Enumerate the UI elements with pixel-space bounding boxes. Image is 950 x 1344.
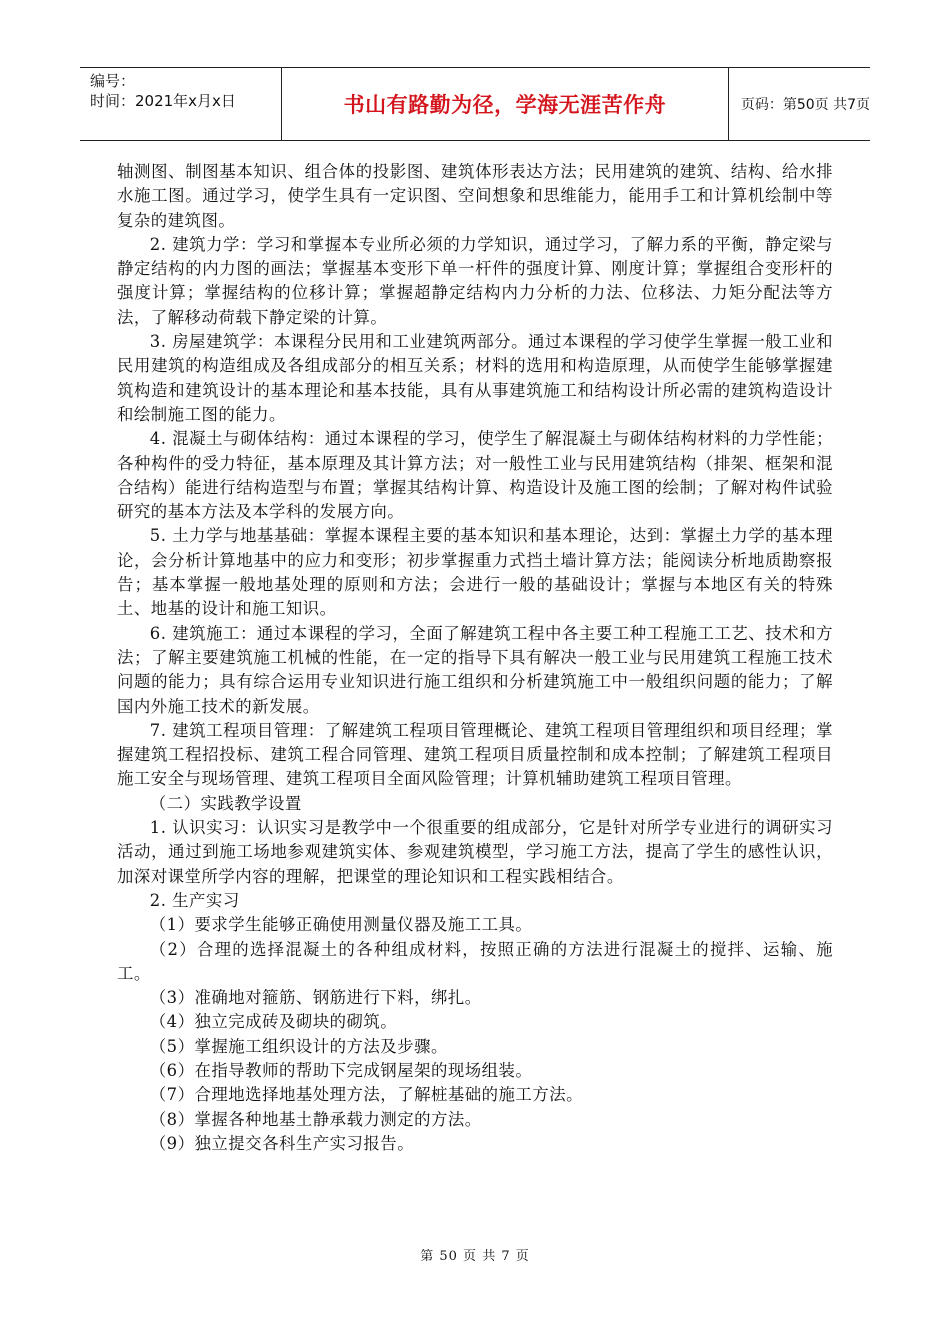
section-heading: （二）实践教学设置 [149,793,302,813]
list-item: （4）独立完成砖及砌块的砌筑。 [149,1012,398,1032]
header-motto: 书山有路勤为径，学海无涯苦作舟 [281,68,729,140]
paragraph: 7. 建筑工程项目管理：了解建筑工程项目管理概论、建筑工程项目管理组织和项目经理；掌握建筑工程招投标、建筑工程合同管理、建筑工程项目质量控制和成本控制；了解建筑工程项目施工安全与现场管理、建筑工程项目全面风险管理；计算机辅助建筑工程项目管理。 [117,720,833,789]
list-item: （6）在指导教师的帮助下完成钢屋架的现场组装。 [149,1060,533,1080]
list-item: （5）掌握施工组织设计的方法及步骤。 [149,1036,448,1056]
paragraph: 5. 土力学与地基基础：掌握本课程主要的基本知识和基本理论，达到：掌握土力学的基本理论，会分析计算地基中的应力和变形；初步掌握重力式挡土墙计算方法；能阅读分析地质勘察报告；基本掌握一般地基处理的原则和方法；会进行一般的基础设计；掌握与本地区有关的特殊土、地基的设计和施工知识。 [117,526,833,619]
list-item: （8）掌握各种地基土静承载力测定的方法。 [149,1109,482,1129]
document-body [117,160,833,1156]
page-footer: 第 50 页 共 7 页 [420,1249,530,1264]
document-date: 时间：2021年x月x日 [90,92,236,110]
document-number-label: 编号： [90,72,136,90]
paragraph: 1. 认识实习：认识实习是教学中一个很重要的组成部分，它是针对所学专业进行的调研实习活动，通过到施工场地参观建筑实体、参观建筑模型，学习施工方法，提高了学生的感性认识，加深对课堂所学内容的理解，把课堂的理论知识和工程实践相结合。 [117,818,833,886]
paragraph: 4. 混凝土与砌体结构：通过本课程的学习，使学生了解混凝土与砌体结构材料的力学性能；各种构件的受力特征，基本原理及其计算方法；对一般性工业与民用建筑结构（排架、框架和混合结构）能进行结构造型与布置；掌握其结构计算、构造设计及施工图的绘制；了解对构件试验研究的基本方法及本学科的发展方向。 [117,429,833,522]
page-header [80,67,870,141]
paragraph: 2. 建筑力学：学习和掌握本专业所必须的力学知识，通过学习，了解力系的平衡，静定梁与静定结构的内力图的画法；掌握基本变形下单一杆件的强度计算、刚度计算；掌握组合变形杆的强度计算；掌握结构的位移计算；掌握超静定结构内力分析的力法、位移法、力矩分配法等方法，了解移动荷载下静定梁的计算。 [117,234,833,327]
list-item: （9）独立提交各科生产实习报告。 [149,1133,415,1153]
list-item: （2）合理的选择混凝土的各种组成材料，按照正确的方法进行混凝土的搅拌、运输、施工。 [117,939,833,983]
list-item: （7）合理地选择地基处理方法，了解桩基础的施工方法。 [149,1085,583,1105]
paragraph: 6. 建筑施工：通过本课程的学习，全面了解建筑工程中各主要工种工程施工工艺、技术和方法；了解主要建筑施工机械的性能，在一定的指导下具有解决一般工业与民用建筑工程施工技术问题的能力；具有综合运用专业知识进行施工组织和分析建筑施工中一般组织问题的能力；了解国内外施工技术的新发展。 [117,623,833,716]
header-meta [80,68,281,140]
paragraph: 3. 房屋建筑学：本课程分民用和工业建筑两部分。通过本课程的学习使学生掌握一般工业和民用建筑的构造组成及各组成部分的相互关系；材料的选用和构造原理，从而使学生能够掌握建筑构造和建筑设计的基本理论和基本技能，具有从事建筑施工和结构设计所必需的建筑构造设计和绘制施工图的能力。 [117,332,833,424]
paragraph: 轴测图、制图基本知识、组合体的投影图、建筑体形表达方法；民用建筑的建筑、结构、给水排水施工图。通过学习，使学生具有一定识图、空间想象和思维能力，能用手工和计算机绘制中等复杂的建筑图。 [117,162,833,230]
list-item: （3）准确地对箍筋、钢筋进行下料，绑扎。 [149,988,482,1008]
subsection-heading: 2. 生产实习 [149,890,240,910]
header-page-info: 页码：第50页 共7页 [740,97,870,113]
list-item: （1）要求学生能够正确使用测量仪器及施工工具。 [149,915,533,935]
